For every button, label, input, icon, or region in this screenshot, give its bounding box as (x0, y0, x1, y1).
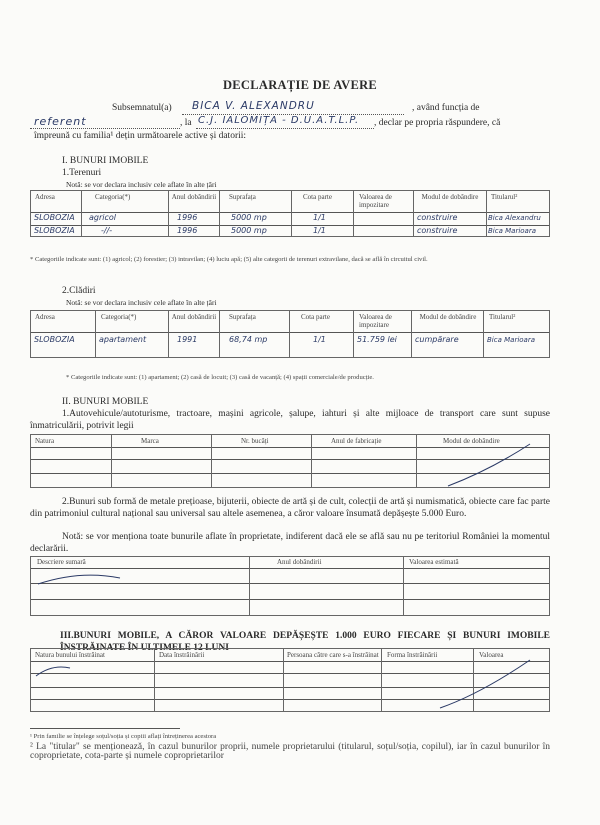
alienated-header-forma: Forma înstrăinării (387, 651, 438, 659)
vehicles-header-marca: Marca (141, 437, 159, 445)
terenuri-row-2-adresa: SLOBOZIA (34, 226, 75, 235)
terenuri-row-1-adresa: SLOBOZIA (34, 213, 75, 222)
declare-label: , declar pe propria răspundere, că (374, 118, 501, 128)
alienated-header-persoana: Persoana către care s-a înstrăinat (287, 651, 379, 659)
terenuri-header-categoria: Categoria(*) (95, 193, 131, 201)
alienated-header-natura: Natura bunului înstrăinat (35, 651, 105, 659)
valuables-header-anul: Anul dobândirii (277, 558, 322, 566)
terenuri-row-2-titular: Bica Marioara (488, 227, 537, 235)
function-value: referent (34, 115, 87, 128)
terenuri-header-anul: Anul dobândirii (171, 193, 217, 201)
cladiri-header-cota: Cota parte (301, 313, 330, 321)
alienated-header-valoarea: Valoarea (479, 651, 504, 659)
cladiri-row-1-titular: Bica Marioara (487, 336, 536, 344)
terenuri-row-2-cota: 1/1 (313, 226, 326, 235)
terenuri-row-1-modul: construire (417, 213, 458, 222)
terenuri-header-adresa: Adresa (35, 193, 55, 201)
cladiri-header-titular: Titularul² (489, 313, 516, 321)
terenuri-row-2-modul: construire (417, 226, 458, 235)
terenuri-row-1-suprafata: 5000 mp (231, 213, 267, 222)
section-2-item-2-note: Notă: se vor menționa toate bunurile aflate în proprietate, indiferent dacă ele se află sau nu pe teritoriul României la momentul declarării. (30, 532, 550, 554)
terenuri-header-valoarea: Valoarea de impozitare (359, 193, 392, 209)
terenuri-footnote: * Categoriile indicate sunt: (1) agricol; (2) forestier; (3) intravilan; (4) luciu apă; (5) alte categorii de terenuri extravilane, dacă se află în circuitul civil. (30, 256, 428, 263)
cladiri-row-1-cota: 1/1 (313, 335, 326, 344)
cladiri-header-valoarea: Valoarea de impozitare (359, 313, 392, 329)
terenuri-row-2-suprafata: 5000 mp (231, 226, 267, 235)
terenuri-row-1-categoria: agricol (89, 213, 117, 222)
intro-line-2: împreună cu familia¹ dețin următoarele active și datorii: (34, 131, 247, 141)
cladiri-row-1-anul: 1991 (177, 335, 198, 344)
vehicles-header-natura: Natura (35, 437, 55, 445)
document-title: DECLARAȚIE DE AVERE (222, 78, 378, 92)
cladiri-row-1-categoria: apartament (99, 335, 147, 344)
cladiri-row-1-suprafata: 68,74 mp (229, 335, 268, 344)
having-function-label: , având funcția de (412, 103, 480, 113)
cladiri-note: Notă: se vor declara inclusiv cele aflate în alte țări (66, 298, 217, 307)
terenuri-header-modul: Modul de dobândire (421, 193, 479, 201)
section-2-heading: II. BUNURI MOBILE (62, 397, 149, 407)
valuables-header-valoarea: Valoarea estimată (409, 558, 459, 566)
footnote-2: ² La "titular" se menționează, în cazul bunurilor proprii, numele proprietarului (titularul, soțul/soția, copilul), iar în cazul bunurilor în coproprietate, cota-parte și numele coproprietarilor (30, 742, 550, 761)
institution-value: C.J. IALOMIȚA - D.U.A.T.L.P. (198, 115, 360, 126)
terenuri-header-cota: Cota parte (303, 193, 332, 201)
cladiri-heading: 2.Clădiri (62, 286, 96, 296)
vehicles-header-modul: Modul de dobândire (443, 437, 500, 445)
cladiri-header-modul: Modul de dobândire (419, 313, 477, 321)
at-label: , la (180, 118, 192, 128)
section-2-item-2: 2.Bunuri sub formă de metale prețioase, bijuterii, obiecte de artă și de cult, colecții de artă și numismatică, obiecte care fac parte din patrimoniul cultural național sau universal sau altele asemenea, a căror valoare însumată depășește 5.000 Euro. (30, 497, 550, 519)
terenuri-header-titular: Titularul² (491, 193, 518, 201)
terenuri-row-2-anul: 1996 (177, 226, 198, 235)
cladiri-row-1-valoarea: 51.759 lei (357, 335, 397, 344)
section-3-heading: III.BUNURI MOBILE, A CĂROR VALOARE DEPĂȘEȘTE 1.000 EURO FIECARE ȘI BUNURI IMOBILE ÎNSTRĂINATE ÎN ULTIMELE 12 LUNI (60, 631, 550, 653)
vehicles-header-nr: Nr. bucăți (241, 437, 269, 445)
section-1-heading: I. BUNURI IMOBILE (62, 156, 149, 166)
cladiri-footnote: * Categoriile indicate sunt: (1) apartament; (2) casă de locuit; (3) casă de vacanță; (4) spații comerciale/de producție. (66, 374, 374, 381)
terenuri-note: Notă: se vor declara inclusiv cele aflate în alte țări (66, 180, 217, 189)
cladiri-header-categoria: Categoria(*) (101, 313, 137, 321)
valuables-header-descriere: Descriere sumară (37, 558, 86, 566)
subsemnatul-label: Subsemnatul(a) (112, 103, 172, 113)
footnote-1: ¹ Prin familie se înțelege soțul/soția și copiii aflați întreținerea acestora (30, 733, 217, 740)
cladiri-header-anul: Anul dobândirii (171, 313, 217, 321)
cladiri-header-suprafata: Suprafața (229, 313, 256, 321)
footnote-separator (30, 728, 180, 729)
terenuri-heading: 1.Terenuri (62, 168, 102, 178)
cladiri-row-1-modul: cumpărare (415, 335, 459, 344)
vehicles-header-anul: Anul de fabricație (331, 437, 382, 445)
terenuri-row-1-anul: 1996 (177, 213, 198, 222)
cladiri-header-adresa: Adresa (35, 313, 55, 321)
cladiri-row-1-adresa: SLOBOZIA (34, 335, 75, 344)
terenuri-row-1-titular: Bica Alexandru (488, 214, 541, 222)
terenuri-row-2-categoria: -//- (101, 226, 113, 235)
alienated-header-data: Data înstrăinării (159, 651, 205, 659)
terenuri-header-suprafata: Suprafața (229, 193, 256, 201)
terenuri-row-1-cota: 1/1 (313, 213, 326, 222)
declarant-name: BICA V. ALEXANDRU (192, 100, 315, 112)
section-2-item-1: 1.Autovehicule/autoturisme, tractoare, mașini agricole, șalupe, iahturi și alte mijloace de transport care sunt supuse înmatriculării, potrivit legii (30, 409, 550, 431)
